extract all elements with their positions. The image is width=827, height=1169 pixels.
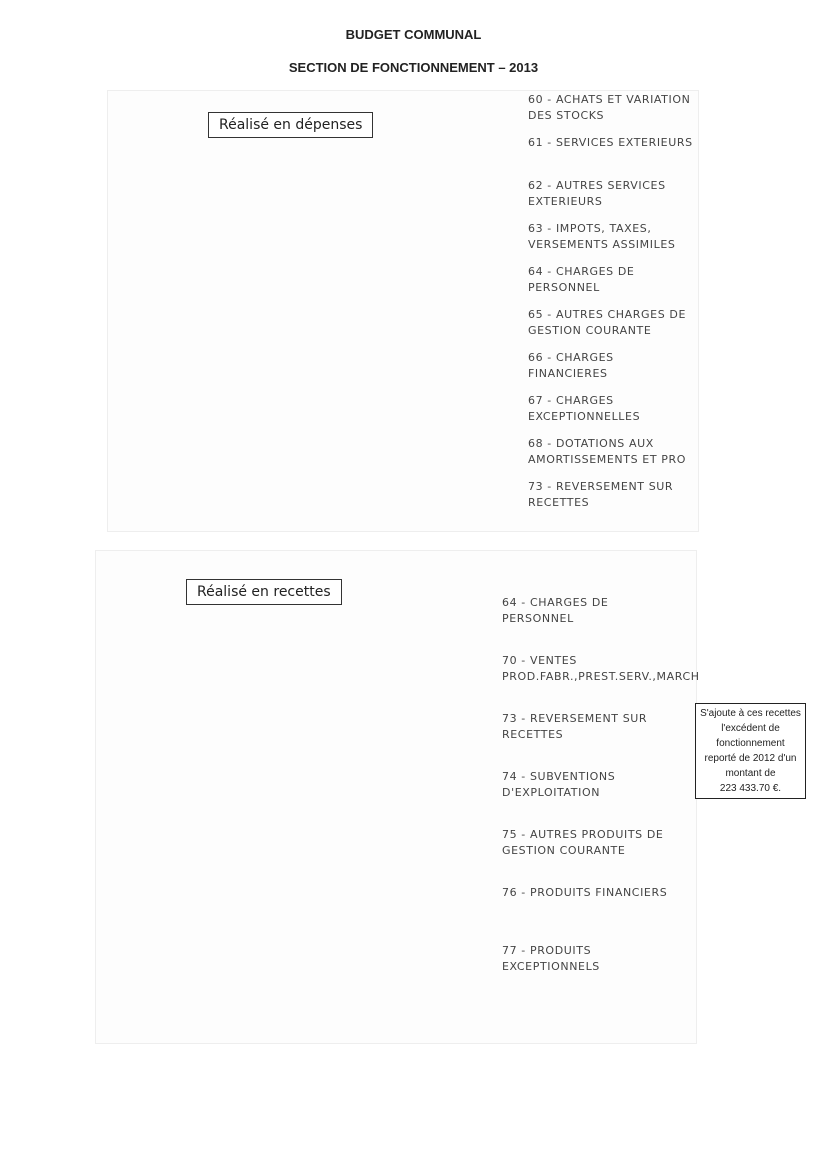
legend-swatch: [488, 888, 496, 896]
legend-label: 67 - CHARGES EXCEPTIONNELLES: [528, 394, 641, 423]
note-line: fonctionnement: [716, 738, 785, 749]
revenues-legend: [488, 595, 700, 983]
legend-item-66: [514, 350, 694, 393]
legend-label: 75 - AUTRES PRODUITS DE GESTION COURANTE: [502, 828, 664, 857]
note-line: montant de: [725, 768, 776, 779]
legend-label: 64 - CHARGES DE PERSONNEL: [528, 265, 635, 294]
legend-swatch: [514, 224, 522, 232]
legend-swatch: [488, 830, 496, 838]
legend-swatch: [514, 95, 522, 103]
legend-label: 74 - SUBVENTIONS D'EXPLOITATION: [502, 770, 616, 799]
legend-item-65: [514, 307, 694, 350]
legend-item-r73: [488, 711, 683, 769]
note-line: l'excédent de: [721, 723, 780, 734]
note-line: 223 433.70 €.: [719, 783, 782, 794]
legend-item-62: [514, 178, 694, 221]
legend-item-63: [514, 221, 694, 264]
expenses-legend: [514, 92, 694, 513]
legend-item-r75: [488, 827, 683, 885]
legend-item-r70: [488, 653, 700, 711]
legend-swatch: [514, 138, 522, 146]
legend-swatch: [514, 482, 522, 490]
legend-swatch: [514, 310, 522, 318]
revenues-chart-title: Réalisé en recettes: [186, 579, 342, 605]
page-subtitle: SECTION DE FONCTIONNEMENT – 2013: [288, 60, 539, 75]
legend-item-68: [514, 436, 694, 479]
legend-label: 62 - AUTRES SERVICES EXTERIEURS: [528, 179, 666, 208]
legend-label: 65 - AUTRES CHARGES DE GESTION COURANTE: [528, 308, 687, 337]
legend-item-r74: [488, 769, 683, 827]
note-line: reporté de 2012 d'un: [704, 753, 797, 764]
legend-swatch: [488, 946, 496, 954]
legend-swatch: [514, 181, 522, 189]
legend-label: 60 - ACHATS ET VARIATION DES STOCKS: [528, 93, 691, 122]
legend-label: 64 - CHARGES DE PERSONNEL: [502, 596, 609, 625]
legend-item-61: [514, 135, 694, 178]
carryover-note: [695, 703, 806, 799]
legend-item-64: [514, 264, 694, 307]
expenses-chart-title: Réalisé en dépenses: [208, 112, 373, 138]
legend-item-73: [514, 479, 694, 513]
legend-label: 70 - VENTES PROD.FABR.,PREST.SERV.,MARCH: [502, 654, 700, 683]
legend-label: 63 - IMPOTS, TAXES, VERSEMENTS ASSIMILES: [528, 222, 676, 251]
legend-swatch: [488, 714, 496, 722]
legend-label: 61 - SERVICES EXTERIEURS: [528, 136, 693, 149]
note-line: S'ajoute à ces recettes: [700, 708, 801, 719]
legend-swatch: [488, 656, 496, 664]
legend-item-r77: [488, 943, 683, 983]
legend-swatch: [488, 598, 496, 606]
legend-swatch: [514, 439, 522, 447]
legend-label: 68 - DOTATIONS AUX AMORTISSEMENTS ET PRO: [528, 437, 686, 466]
legend-label: 73 - REVERSEMENT SUR RECETTES: [502, 712, 648, 741]
legend-label: 66 - CHARGES FINANCIERES: [528, 351, 614, 380]
page-title: BUDGET COMMUNAL: [345, 27, 482, 42]
legend-label: 77 - PRODUITS EXCEPTIONNELS: [502, 944, 600, 973]
legend-label: 76 - PRODUITS FINANCIERS: [502, 886, 668, 899]
legend-swatch: [514, 353, 522, 361]
legend-item-r64: [488, 595, 683, 653]
legend-item-67: [514, 393, 694, 436]
legend-swatch: [514, 267, 522, 275]
legend-label: 73 - REVERSEMENT SUR RECETTES: [528, 480, 674, 509]
legend-item-r76: [488, 885, 683, 943]
legend-item-60: [514, 92, 694, 135]
legend-swatch: [488, 772, 496, 780]
legend-swatch: [514, 396, 522, 404]
